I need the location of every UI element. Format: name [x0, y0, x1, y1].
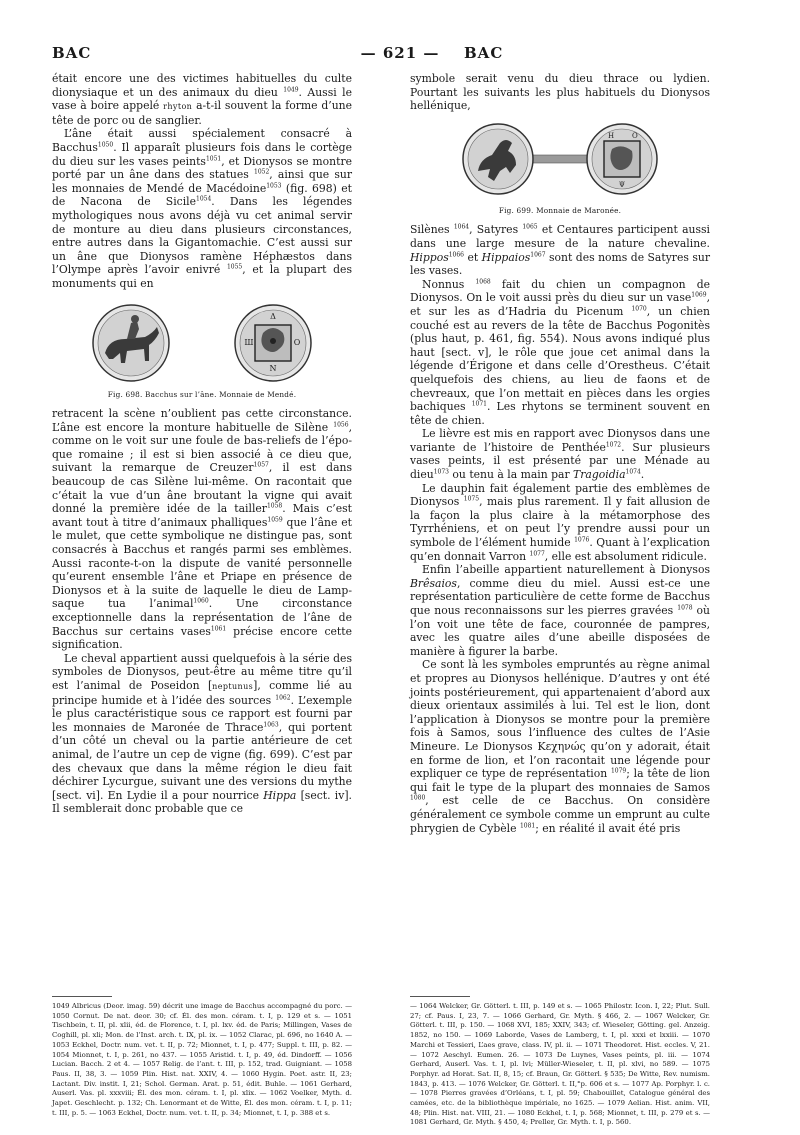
svg-text:Ο: Ο [293, 337, 301, 347]
footnote-ref: 1054 [196, 195, 212, 203]
paragraph: Nonnus $^{1068}$ fait du chien un compagnon de Dionysos. On le voit aussi près du dieu sur un vase$^{1069}$, et sur les as d’Hadria du Picenum $^{1070}$, un chien couché est au revers de la tête de Bacchus Pogonitès (plus haut, p. 461, fig. 554). Nous avons indiqué plus haut [sect. v], le rôle que joue cet animal dans la légende d’Érigone et dans celle d’Orestheus. C’était quelquefois des chiens, au lieu de faons et de chevreaux, que l’on mettait en pièces dans les orgies bachiques $^{1071}$. Les rhytons se terminent souvent en tête de chien. [410, 277, 710, 427]
footnotes-left: 1049 Albricus (Deor. imag. 59) décrit une image de Bacchus accompagné du porc. — 1050 Cornut. De nat. deor. 30; cf. Él. des mon. céram. t. I, p. 129 et s. — 1051 Tischbein, t. II, pl. xlii, éd. de Florence, t. I, pl. lxv. éd. de Paris; Millingen, Vases de Coghill, pl. xli; Mon. de l’Inst. arch. t. IX, pl. ix. — 1052 Clarac, pl. 696, no 1640 A. — 1053 Eckhel, Doctr. num. vet. t. II, p. 72; Mionnet, t. I, p. 477; Suppl. t. III, p. 82. — 1054 Mionnet, t. I, p. 261, no 437. — 1055 Aristid. t. I, p. 49, éd. Dindorff. — 1056 Lucian. Bacch. 2 et 4. — 1057 Relig. de l’ant. t. III, p. 152, trad. Guigniant. — 1058 Paus. II, 38, 3. — 1059 Plin. Hist. nat. XXIV, 4. — 1060 Hygin. Poet. astr. II, 23; Lactant. Div. instit. I, 21; Schol. German. Arat. p. 51, édit. Buhle. — 1061 Gerhard, Auserl. Vas. pl. xxxviii; Él. des mon. céram. t. I, pl. xlix. — 1062 Voelker, Myth. d. Japet. Geschlecht. p. 132; Ch. Lenormant et de Witte, Él. des mon. céram. t. I, p. 11; t. III, p. 5. — 1063 Eckhel, Doctr. num. vet. t. II, p. 34; Mionnet, t. I, p. 388 et s. [52, 1002, 352, 1117]
paragraph: Ce sont là les symboles empruntés au règne animal et propres au Dionysos hellénique. D’autres y ont été joints postérieurement, qui appartenaient d’abord aux dieux orientaux assimilés à lui. Tel est le lion, dont l’application à Dionysos se montre pour la première fois à Samos, sous l’influence des cultes de l’Asie Mineure. Le Dionysos Κεχηνώς qu’on y adorait, était en forme de lion, et l’on racontait une légende pour expliquer ce type de représentation $^{1079}$; la tête de lion qui fait le type de la plupart des monnaies de Samos $^{1080}$, est celle de ce Bacchus. On considère généralement ce symbole comme un emprunt au culte phrygien de Cybèle $^{1081}$; en réalité il avait été pris [410, 658, 711, 835]
page-number: — 621 — [360, 44, 440, 62]
svg-text:Ο: Ο [632, 131, 638, 140]
footnote-ref: 1056 [333, 421, 349, 429]
svg-text:Δ: Δ [270, 311, 276, 321]
footnote-ref: 1080 [410, 794, 426, 802]
footnote-ref: 1079 [610, 767, 627, 775]
footnote-ref: 1066 [448, 250, 465, 258]
footnote-divider [410, 996, 470, 997]
figure-698 [52, 299, 352, 402]
footnote-ref: 1070 [631, 305, 647, 313]
footnote-divider [52, 996, 112, 997]
footnote-ref: 1073 [433, 468, 449, 476]
header-left-keyword: BAC [52, 44, 92, 62]
paragraph: symbole serait venu du dieu thrace ou lydien. Pourtant les suivants les plus habituels du Dionysos hellénique, [410, 72, 710, 113]
footnote-ref: 1072 [605, 441, 622, 449]
footnote-ref: 1075 [463, 495, 480, 503]
paragraph: était encore une des victimes habituelles du culte dionysiaque et un des animaux du dieu $^{1049}$. Aussi le vase à boire appelé rhyton a-t-il souvent la forme d’une tête de porc ou de sanglier. [52, 72, 352, 127]
footnote-ref: 1062 [275, 693, 291, 701]
paragraph: Enfin l’abeille appartient naturellement à Dionysos Brêsaios, comme dieu du miel. Aussi est-ce une représentation particulière de cette forme de Bacchus que nous reconnaissons sur les pierres gravées $^{1078}$ où l’on voit une tête de face, couronnée de pampres, avec les quatre ailes d’une abeille disposées de manière à figurer la barbe. [410, 563, 710, 658]
running-header [52, 44, 748, 66]
paragraph: Le dauphin fait également partie des emblèmes de Dionysos $^{1075}$, mais plus rarement. Il y fait allusion de la façon la plus claire à la métamorphose des Tyrrhéniens, et on peut l’y prendre aussi pour un symbole de l’élément humide $^{1076}$. Quant à l’explication qu’en donnait Varron $^{1077}$, elle est absolument ridicule. [410, 481, 711, 563]
mende-coin-illustration [87, 299, 317, 385]
footnote-ref: 1081 [519, 821, 536, 829]
footnote-ref: 1055 [226, 263, 243, 271]
footnote-ref: 1078 [677, 604, 693, 612]
header-right-keyword: BAC [464, 44, 504, 62]
figure-caption: Fig. 698. Bacchus sur l’âne. Monnaie de Mendé. [107, 389, 297, 399]
footnote-ref: 1064 [453, 223, 470, 231]
footnote-ref: 1060 [193, 597, 209, 605]
footnote-ref: 1051 [205, 154, 222, 162]
footnote-ref: 1049 [283, 86, 299, 93]
footnote-ref: 1067 [530, 250, 546, 258]
footnote-ref: 1071 [471, 400, 487, 408]
footnote-ref: 1068 [475, 278, 491, 286]
footnote-ref: 1077 [529, 550, 545, 558]
footnote-ref: 1076 [574, 536, 590, 544]
paragraph: retracent la scène n’oublient pas cette circonstance. L’âne est encore la monture habituelle de Silène $^{1056}$, comme on le voit sur une foule de bas-reliefs de l’époque romaine ; il est si bien associé à ce dieu que, suivant la remarque de Creuzer$^{1057}$, il est dans beaucoup de cas Silène lui-même. On racontait que c’était la vue d’un âne broutant la vigne qui avait donné la première idée de la tailler$^{1058}$. Mais c’est avant tout à titre d’animaux phalliques$^{1059}$ que l’âne et le mulet, que cette symbolique ne distingue pas, sont consacrés à Bacchus et rangés parmi ses emblèmes. Aussi raconte-t-on la dispute de vanité personnelle qu’eurent ensemble l’âne et Priape en présence de Dionysos et à la suite de laquelle le dieu de Lampsaque tua l’animal$^{1060}$. Une circonstance exceptionnelle dans la représentation de l’âne de Bacchus sur certains vases$^{1061}$ précise encore cette signification. [52, 407, 353, 652]
maronea-coin-illustration [460, 121, 660, 201]
footnote-ref: 1053 [266, 182, 282, 190]
footnote-ref: 1065 [522, 223, 538, 231]
footnote-ref: 1052 [254, 168, 270, 176]
right-column [410, 72, 710, 835]
footnote-ref: 1050 [97, 141, 114, 149]
figure-699 [410, 121, 710, 218]
paragraph: Le cheval appartient aussi quelquefois à la série des symboles de Dionysos, peut-être au même titre qu’il est l’animal de Poseidon [neptunus], comme lié au principe humide et à l’idée des sources $^{1062}$. L’exemple le plus caractéristique sous ce rapport est fourni par les monnaies de Maronée de Thrace$^{1063}$, qui portent d’un côté un cheval ou la partie antérieure de cet animal, de l’autre un cep de vigne (fig. 699). C’est par des chevaux que dans la même région le dieu fait déchirer Lycurgue, suivant une des versions du mythe [sect. vi]. En Lydie il a pour nourrice Hippa [sect. iv]. Il semblerait donc probable que ce [52, 651, 352, 816]
footnote-ref: 1059 [267, 516, 283, 524]
footnote-ref: 1061 [210, 625, 227, 632]
figure-caption: Fig. 699. Monnaie de Maronée. [498, 205, 622, 215]
footnote-ref: 1063 [263, 721, 279, 729]
footnotes-right: — 1064 Welcker, Gr. Götterl. t. III, p. 149 et s. — 1065 Philostr. Icon. I, 22; Plut. Sull. 27; cf. Paus. I, 23, 7. — 1066 Gerhard, Gr. Myth. § 466, 2. — 1067 Welcker, Gr. Götterl. t. III, p. 150. — 1068 XVI, 185; XXIV, 343; cf. Wieseler, Götting. gel. Anzeig. 1852, no 150. — 1069 Laborde, Vases de Lamberg, t. I, pl. xxxi et lxxiii. — 1070 Marchi et Tessieri, L’aes grave, class. IV, pl. ii. — 1071 Theodoret. Hist. eccles. V, 21. — 1072 Aeschyl. Eumen. 26. — 1073 De Luynes, Vases peints, pl. iii. — 1074 Gerhard, Auserl. Vas. t. I, pl. lvi; Müller-Wieseler, t. II, pl. xlvi, no 589. — 1075 Porphyr. ad Horat. Sat. II, 8, 15; cf. Braun, Gr. Götterl. § 535; De Witte, Rev. numism. 1843, p. 413. — 1076 Welcker, Gr. Götterl. t. II,°p. 606 et s. — 1077 Ap. Porphyr. l. c. — 1078 Pierres gravées d’Orléans, t. I, pl. 59; Chabouillet, Catalogue général des camées, etc. de la bibliothèque impériale, no 1625. — 1079 Aelian. Hist. anim. VII, 48; Plin. Hist. nat. VIII, 21. — 1080 Eckhel, t. I, p. 568; Mionnet, t. III, p. 279 et s. — 1081 Gerhard, Gr. Myth. § 450, 4; Preller, Gr. Myth. t. I, p. 560. [410, 1002, 710, 1127]
footnote-ref: 1074 [625, 468, 641, 476]
left-column [52, 72, 352, 816]
svg-text:Ш: Ш [244, 337, 254, 347]
footnote-ref: 1069 [691, 291, 707, 299]
paragraph: L’âne était aussi spécialement consacré à Bacchus$^{1050}$. Il apparaît plusieurs fois dans le cortège du dieu sur les vases peints$^{1051}$, et Dionysos se montre porté par un âne dans des statues $^{1052}$, ainsi que sur les monnaies de Mendé de Macédoine$^{1053}$ (fig. 698) et de Nacona de Sicile$^{1054}$. Dans les légendes mythologiques nous avons déjà vu cet animal servir de monture au dieu dans plusieurs circonstances, entre autres dans la Gigantomachie. C’est aussi sur un âne que Dionysos ramène Héphæstos dans l’Olympe après l’avoir enivré $^{1055}$, et la plupart des monuments qui en [52, 127, 353, 290]
paragraph: Silènes $^{1064}$, Satyres $^{1065}$ et Centaures participent aussi dans une large mesure de la nature chevaline. Hippos$^{1066}$ et Hippaios$^{1067}$ sont des noms de Satyres sur les vases. [410, 223, 711, 278]
footnote-ref: 1058 [266, 502, 283, 510]
paragraph: Le lièvre est mis en rapport avec Dionysos dans une variante de l’histoire de Penthée$^{1072}$. Sur plusieurs vases peints, il est présenté par une Ménade au dieu$^{1073}$ ou tenu à la main par Tragoidia$^{1074}$. [410, 427, 710, 482]
svg-text:Η: Η [608, 131, 615, 140]
svg-text:Ψ: Ψ [618, 180, 626, 189]
footnote-ref: 1057 [253, 461, 269, 469]
svg-text:Ν: Ν [269, 363, 277, 373]
